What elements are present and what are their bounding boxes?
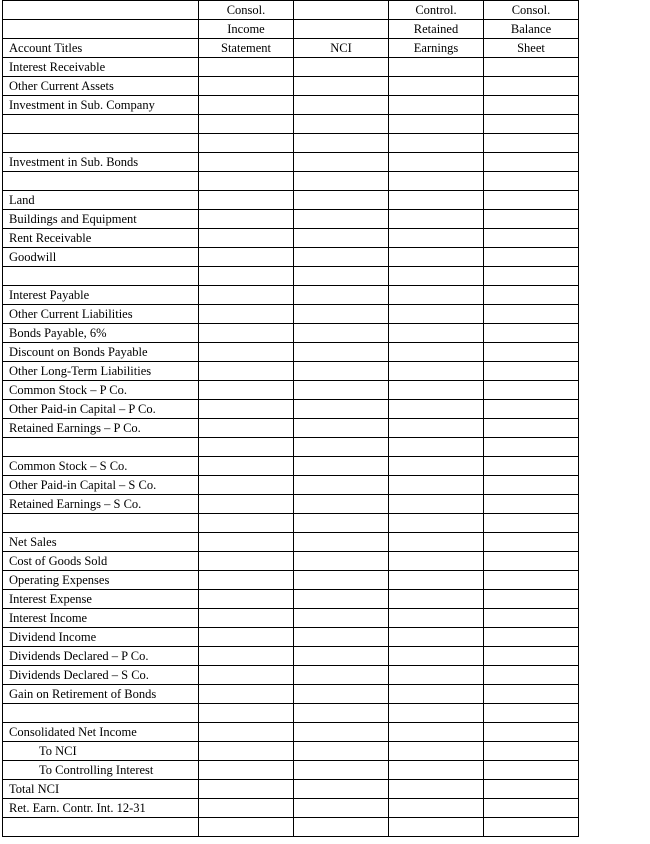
entry-cell-retained-earnings[interactable] bbox=[389, 552, 484, 571]
entry-cell-nci[interactable] bbox=[294, 514, 389, 533]
table-row bbox=[3, 609, 579, 628]
entry-cell-income-statement[interactable] bbox=[199, 495, 294, 514]
entry-cell-income-statement[interactable] bbox=[199, 609, 294, 628]
entry-cell-nci[interactable] bbox=[294, 476, 389, 495]
entry-cell-nci[interactable] bbox=[294, 343, 389, 362]
entry-cell-nci[interactable] bbox=[294, 571, 389, 590]
table-row bbox=[3, 742, 579, 761]
account-title-cell: Consolidated Net Income bbox=[3, 723, 199, 742]
entry-cell-balance-sheet[interactable] bbox=[484, 723, 579, 742]
table-row bbox=[3, 96, 579, 115]
entry-cell-balance-sheet[interactable] bbox=[484, 780, 579, 799]
entry-cell-balance-sheet[interactable] bbox=[484, 248, 579, 267]
header-blank bbox=[3, 20, 199, 39]
entry-cell-nci[interactable] bbox=[294, 742, 389, 761]
header-row-2 bbox=[3, 20, 579, 39]
entry-cell-retained-earnings[interactable] bbox=[389, 438, 484, 457]
entry-cell-retained-earnings[interactable] bbox=[389, 153, 484, 172]
table-row bbox=[3, 77, 579, 96]
entry-cell-retained-earnings[interactable] bbox=[389, 286, 484, 305]
table-row bbox=[3, 799, 579, 818]
entry-cell-nci[interactable] bbox=[294, 229, 389, 248]
account-title-cell: To Controlling Interest bbox=[3, 761, 199, 780]
entry-cell-income-statement[interactable] bbox=[199, 552, 294, 571]
entry-cell-balance-sheet[interactable] bbox=[484, 742, 579, 761]
table-row bbox=[3, 172, 579, 191]
account-title-cell: Land bbox=[3, 191, 199, 210]
entry-cell-balance-sheet[interactable] bbox=[484, 628, 579, 647]
entry-cell-nci[interactable] bbox=[294, 647, 389, 666]
entry-cell-balance-sheet[interactable] bbox=[484, 609, 579, 628]
entry-cell-retained-earnings[interactable] bbox=[389, 780, 484, 799]
table-row bbox=[3, 647, 579, 666]
entry-cell-retained-earnings[interactable] bbox=[389, 248, 484, 267]
entry-cell-retained-earnings[interactable] bbox=[389, 628, 484, 647]
entry-cell-retained-earnings[interactable] bbox=[389, 723, 484, 742]
entry-cell-retained-earnings[interactable] bbox=[389, 210, 484, 229]
entry-cell-income-statement[interactable] bbox=[199, 96, 294, 115]
table-row bbox=[3, 286, 579, 305]
entry-cell-nci[interactable] bbox=[294, 533, 389, 552]
entry-cell-retained-earnings[interactable] bbox=[389, 514, 484, 533]
entry-cell-balance-sheet[interactable] bbox=[484, 172, 579, 191]
account-title-cell: Dividends Declared – S Co. bbox=[3, 666, 199, 685]
entry-cell-balance-sheet[interactable] bbox=[484, 476, 579, 495]
entry-cell-balance-sheet[interactable] bbox=[484, 343, 579, 362]
entry-cell-retained-earnings[interactable] bbox=[389, 362, 484, 381]
entry-cell-balance-sheet[interactable] bbox=[484, 77, 579, 96]
entry-cell-income-statement[interactable] bbox=[199, 362, 294, 381]
header-balance-sheet-3: Sheet bbox=[484, 39, 579, 58]
table-row bbox=[3, 590, 579, 609]
entry-cell-balance-sheet[interactable] bbox=[484, 381, 579, 400]
account-title-cell: Buildings and Equipment bbox=[3, 210, 199, 229]
entry-cell-balance-sheet[interactable] bbox=[484, 761, 579, 780]
account-titles-header: Account Titles bbox=[3, 39, 199, 58]
table-row bbox=[3, 761, 579, 780]
table-row bbox=[3, 134, 579, 153]
entry-cell-balance-sheet[interactable] bbox=[484, 438, 579, 457]
entry-cell-retained-earnings[interactable] bbox=[389, 609, 484, 628]
header-nci-1 bbox=[294, 1, 389, 20]
header-row-3 bbox=[3, 39, 579, 58]
entry-cell-income-statement[interactable] bbox=[199, 210, 294, 229]
entry-cell-nci[interactable] bbox=[294, 609, 389, 628]
entry-cell-balance-sheet[interactable] bbox=[484, 305, 579, 324]
entry-cell-balance-sheet[interactable] bbox=[484, 58, 579, 77]
header-row-1 bbox=[3, 1, 579, 20]
entry-cell-balance-sheet[interactable] bbox=[484, 704, 579, 723]
entry-cell-balance-sheet[interactable] bbox=[484, 533, 579, 552]
account-title-cell: Retained Earnings – S Co. bbox=[3, 495, 199, 514]
account-title-cell: Investment in Sub. Company bbox=[3, 96, 199, 115]
entry-cell-retained-earnings[interactable] bbox=[389, 799, 484, 818]
entry-cell-income-statement[interactable] bbox=[199, 343, 294, 362]
account-title-cell bbox=[3, 704, 199, 723]
entry-cell-retained-earnings[interactable] bbox=[389, 476, 484, 495]
entry-cell-retained-earnings[interactable] bbox=[389, 457, 484, 476]
table-row bbox=[3, 476, 579, 495]
account-title-cell: To NCI bbox=[3, 742, 199, 761]
entry-cell-nci[interactable] bbox=[294, 210, 389, 229]
entry-cell-income-statement[interactable] bbox=[199, 533, 294, 552]
table-row bbox=[3, 514, 579, 533]
header-balance-sheet-1: Consol. bbox=[484, 1, 579, 20]
header-retained-earnings-2: Retained bbox=[389, 20, 484, 39]
entry-cell-retained-earnings[interactable] bbox=[389, 647, 484, 666]
account-title-cell: Ret. Earn. Contr. Int. 12-31 bbox=[3, 799, 199, 818]
entry-cell-income-statement[interactable] bbox=[199, 457, 294, 476]
entry-cell-nci[interactable] bbox=[294, 267, 389, 286]
entry-cell-nci[interactable] bbox=[294, 381, 389, 400]
entry-cell-income-statement[interactable] bbox=[199, 647, 294, 666]
entry-cell-income-statement[interactable] bbox=[199, 685, 294, 704]
entry-cell-income-statement[interactable] bbox=[199, 229, 294, 248]
header-income-statement-1: Consol. bbox=[199, 1, 294, 20]
entry-cell-retained-earnings[interactable] bbox=[389, 419, 484, 438]
entry-cell-income-statement[interactable] bbox=[199, 704, 294, 723]
account-title-cell: Other Current Assets bbox=[3, 77, 199, 96]
account-title-cell bbox=[3, 818, 199, 837]
account-title-cell bbox=[3, 115, 199, 134]
table-row bbox=[3, 533, 579, 552]
account-title-cell bbox=[3, 514, 199, 533]
entry-cell-nci[interactable] bbox=[294, 419, 389, 438]
account-title-cell: Rent Receivable bbox=[3, 229, 199, 248]
entry-cell-income-statement[interactable] bbox=[199, 514, 294, 533]
entry-cell-retained-earnings[interactable] bbox=[389, 77, 484, 96]
entry-cell-retained-earnings[interactable] bbox=[389, 571, 484, 590]
entry-cell-retained-earnings[interactable] bbox=[389, 381, 484, 400]
table-row bbox=[3, 704, 579, 723]
account-title-cell: Bonds Payable, 6% bbox=[3, 324, 199, 343]
entry-cell-income-statement[interactable] bbox=[199, 476, 294, 495]
entry-cell-nci[interactable] bbox=[294, 666, 389, 685]
account-title-cell: Retained Earnings – P Co. bbox=[3, 419, 199, 438]
entry-cell-balance-sheet[interactable] bbox=[484, 818, 579, 837]
entry-cell-income-statement[interactable] bbox=[199, 419, 294, 438]
entry-cell-income-statement[interactable] bbox=[199, 115, 294, 134]
entry-cell-income-statement[interactable] bbox=[199, 58, 294, 77]
entry-cell-nci[interactable] bbox=[294, 438, 389, 457]
entry-cell-retained-earnings[interactable] bbox=[389, 172, 484, 191]
entry-cell-retained-earnings[interactable] bbox=[389, 191, 484, 210]
table-row bbox=[3, 495, 579, 514]
entry-cell-income-statement[interactable] bbox=[199, 799, 294, 818]
entry-cell-nci[interactable] bbox=[294, 761, 389, 780]
entry-cell-nci[interactable] bbox=[294, 362, 389, 381]
entry-cell-nci[interactable] bbox=[294, 153, 389, 172]
entry-cell-nci[interactable] bbox=[294, 818, 389, 837]
account-title-cell: Cost of Goods Sold bbox=[3, 552, 199, 571]
entry-cell-balance-sheet[interactable] bbox=[484, 799, 579, 818]
account-title-cell: Investment in Sub. Bonds bbox=[3, 153, 199, 172]
entry-cell-nci[interactable] bbox=[294, 495, 389, 514]
entry-cell-income-statement[interactable] bbox=[199, 381, 294, 400]
entry-cell-balance-sheet[interactable] bbox=[484, 419, 579, 438]
table-row bbox=[3, 666, 579, 685]
table-row bbox=[3, 210, 579, 229]
header-nci-3: NCI bbox=[294, 39, 389, 58]
table-row bbox=[3, 571, 579, 590]
entry-cell-balance-sheet[interactable] bbox=[484, 571, 579, 590]
entry-cell-balance-sheet[interactable] bbox=[484, 400, 579, 419]
entry-cell-income-statement[interactable] bbox=[199, 400, 294, 419]
entry-cell-retained-earnings[interactable] bbox=[389, 685, 484, 704]
entry-cell-income-statement[interactable] bbox=[199, 761, 294, 780]
table-row bbox=[3, 248, 579, 267]
header-balance-sheet-2: Balance bbox=[484, 20, 579, 39]
entry-cell-balance-sheet[interactable] bbox=[484, 286, 579, 305]
entry-cell-income-statement[interactable] bbox=[199, 77, 294, 96]
entry-cell-balance-sheet[interactable] bbox=[484, 210, 579, 229]
entry-cell-income-statement[interactable] bbox=[199, 628, 294, 647]
entry-cell-balance-sheet[interactable] bbox=[484, 514, 579, 533]
table-row bbox=[3, 780, 579, 799]
entry-cell-retained-earnings[interactable] bbox=[389, 229, 484, 248]
entry-cell-balance-sheet[interactable] bbox=[484, 552, 579, 571]
table-row bbox=[3, 381, 579, 400]
entry-cell-nci[interactable] bbox=[294, 704, 389, 723]
entry-cell-balance-sheet[interactable] bbox=[484, 647, 579, 666]
header-retained-earnings-1: Control. bbox=[389, 1, 484, 20]
account-title-cell: Total NCI bbox=[3, 780, 199, 799]
entry-cell-retained-earnings[interactable] bbox=[389, 324, 484, 343]
header-nci-2 bbox=[294, 20, 389, 39]
table-row bbox=[3, 419, 579, 438]
account-title-cell bbox=[3, 134, 199, 153]
entry-cell-retained-earnings[interactable] bbox=[389, 742, 484, 761]
account-title-cell: Dividends Declared – P Co. bbox=[3, 647, 199, 666]
entry-cell-nci[interactable] bbox=[294, 324, 389, 343]
entry-cell-retained-earnings[interactable] bbox=[389, 115, 484, 134]
table-row bbox=[3, 229, 579, 248]
table-row bbox=[3, 267, 579, 286]
table-row bbox=[3, 438, 579, 457]
entry-cell-income-statement[interactable] bbox=[199, 324, 294, 343]
entry-cell-balance-sheet[interactable] bbox=[484, 134, 579, 153]
entry-cell-retained-earnings[interactable] bbox=[389, 818, 484, 837]
entry-cell-income-statement[interactable] bbox=[199, 780, 294, 799]
account-title-cell: Goodwill bbox=[3, 248, 199, 267]
account-title-cell: Other Paid-in Capital – P Co. bbox=[3, 400, 199, 419]
entry-cell-income-statement[interactable] bbox=[199, 305, 294, 324]
table-row bbox=[3, 115, 579, 134]
table-row bbox=[3, 153, 579, 172]
entry-cell-balance-sheet[interactable] bbox=[484, 685, 579, 704]
account-title-cell: Operating Expenses bbox=[3, 571, 199, 590]
entry-cell-retained-earnings[interactable] bbox=[389, 343, 484, 362]
entry-cell-nci[interactable] bbox=[294, 628, 389, 647]
entry-cell-income-statement[interactable] bbox=[199, 248, 294, 267]
table-row bbox=[3, 343, 579, 362]
header-retained-earnings-3: Earnings bbox=[389, 39, 484, 58]
account-title-cell bbox=[3, 172, 199, 191]
entry-cell-retained-earnings[interactable] bbox=[389, 666, 484, 685]
table-row bbox=[3, 685, 579, 704]
table-row bbox=[3, 723, 579, 742]
account-title-cell: Other Paid-in Capital – S Co. bbox=[3, 476, 199, 495]
entry-cell-income-statement[interactable] bbox=[199, 590, 294, 609]
header-income-statement-2: Income bbox=[199, 20, 294, 39]
entry-cell-retained-earnings[interactable] bbox=[389, 704, 484, 723]
table-row bbox=[3, 58, 579, 77]
table-row bbox=[3, 552, 579, 571]
account-title-cell bbox=[3, 267, 199, 286]
entry-cell-nci[interactable] bbox=[294, 134, 389, 153]
entry-cell-income-statement[interactable] bbox=[199, 286, 294, 305]
entry-cell-income-statement[interactable] bbox=[199, 191, 294, 210]
entry-cell-balance-sheet[interactable] bbox=[484, 229, 579, 248]
account-title-cell: Gain on Retirement of Bonds bbox=[3, 685, 199, 704]
table-row bbox=[3, 191, 579, 210]
account-title-cell bbox=[3, 438, 199, 457]
account-title-cell: Common Stock – S Co. bbox=[3, 457, 199, 476]
table-row bbox=[3, 362, 579, 381]
entry-cell-nci[interactable] bbox=[294, 457, 389, 476]
table-row bbox=[3, 628, 579, 647]
entry-cell-nci[interactable] bbox=[294, 590, 389, 609]
entry-cell-nci[interactable] bbox=[294, 191, 389, 210]
entry-cell-income-statement[interactable] bbox=[199, 571, 294, 590]
entry-cell-retained-earnings[interactable] bbox=[389, 134, 484, 153]
account-title-cell: Common Stock – P Co. bbox=[3, 381, 199, 400]
account-title-cell: Interest Payable bbox=[3, 286, 199, 305]
entry-cell-nci[interactable] bbox=[294, 400, 389, 419]
entry-cell-balance-sheet[interactable] bbox=[484, 362, 579, 381]
entry-cell-balance-sheet[interactable] bbox=[484, 96, 579, 115]
entry-cell-income-statement[interactable] bbox=[199, 153, 294, 172]
entry-cell-balance-sheet[interactable] bbox=[484, 267, 579, 286]
account-title-cell: Interest Receivable bbox=[3, 58, 199, 77]
entry-cell-income-statement[interactable] bbox=[199, 438, 294, 457]
entry-cell-nci[interactable] bbox=[294, 248, 389, 267]
header-blank bbox=[3, 1, 199, 20]
entry-cell-retained-earnings[interactable] bbox=[389, 495, 484, 514]
entry-cell-balance-sheet[interactable] bbox=[484, 191, 579, 210]
table-row bbox=[3, 324, 579, 343]
entry-cell-balance-sheet[interactable] bbox=[484, 495, 579, 514]
account-title-cell: Net Sales bbox=[3, 533, 199, 552]
entry-cell-nci[interactable] bbox=[294, 723, 389, 742]
entry-cell-balance-sheet[interactable] bbox=[484, 590, 579, 609]
table-row bbox=[3, 818, 579, 837]
entry-cell-nci[interactable] bbox=[294, 115, 389, 134]
entry-cell-income-statement[interactable] bbox=[199, 134, 294, 153]
entry-cell-nci[interactable] bbox=[294, 286, 389, 305]
entry-cell-income-statement[interactable] bbox=[199, 172, 294, 191]
entry-cell-income-statement[interactable] bbox=[199, 723, 294, 742]
entry-cell-retained-earnings[interactable] bbox=[389, 305, 484, 324]
entry-cell-balance-sheet[interactable] bbox=[484, 324, 579, 343]
account-title-cell: Dividend Income bbox=[3, 628, 199, 647]
entry-cell-income-statement[interactable] bbox=[199, 267, 294, 286]
account-title-cell: Other Current Liabilities bbox=[3, 305, 199, 324]
entry-cell-nci[interactable] bbox=[294, 685, 389, 704]
entry-cell-retained-earnings[interactable] bbox=[389, 761, 484, 780]
table-row bbox=[3, 457, 579, 476]
entry-cell-retained-earnings[interactable] bbox=[389, 267, 484, 286]
entry-cell-retained-earnings[interactable] bbox=[389, 400, 484, 419]
entry-cell-balance-sheet[interactable] bbox=[484, 666, 579, 685]
entry-cell-nci[interactable] bbox=[294, 305, 389, 324]
entry-cell-nci[interactable] bbox=[294, 77, 389, 96]
account-title-cell: Interest Expense bbox=[3, 590, 199, 609]
header-income-statement-3: Statement bbox=[199, 39, 294, 58]
entry-cell-nci[interactable] bbox=[294, 552, 389, 571]
entry-cell-income-statement[interactable] bbox=[199, 818, 294, 837]
entry-cell-retained-earnings[interactable] bbox=[389, 96, 484, 115]
entry-cell-income-statement[interactable] bbox=[199, 666, 294, 685]
table-row bbox=[3, 400, 579, 419]
account-title-cell: Other Long-Term Liabilities bbox=[3, 362, 199, 381]
account-title-cell: Discount on Bonds Payable bbox=[3, 343, 199, 362]
table-row bbox=[3, 305, 579, 324]
account-title-cell: Interest Income bbox=[3, 609, 199, 628]
entry-cell-balance-sheet[interactable] bbox=[484, 115, 579, 134]
entry-cell-retained-earnings[interactable] bbox=[389, 533, 484, 552]
consolidation-worksheet bbox=[2, 0, 579, 837]
entry-cell-nci[interactable] bbox=[294, 799, 389, 818]
entry-cell-nci[interactable] bbox=[294, 172, 389, 191]
entry-cell-income-statement[interactable] bbox=[199, 742, 294, 761]
entry-cell-nci[interactable] bbox=[294, 96, 389, 115]
entry-cell-retained-earnings[interactable] bbox=[389, 58, 484, 77]
entry-cell-nci[interactable] bbox=[294, 780, 389, 799]
entry-cell-nci[interactable] bbox=[294, 58, 389, 77]
entry-cell-retained-earnings[interactable] bbox=[389, 590, 484, 609]
entry-cell-balance-sheet[interactable] bbox=[484, 457, 579, 476]
entry-cell-balance-sheet[interactable] bbox=[484, 153, 579, 172]
